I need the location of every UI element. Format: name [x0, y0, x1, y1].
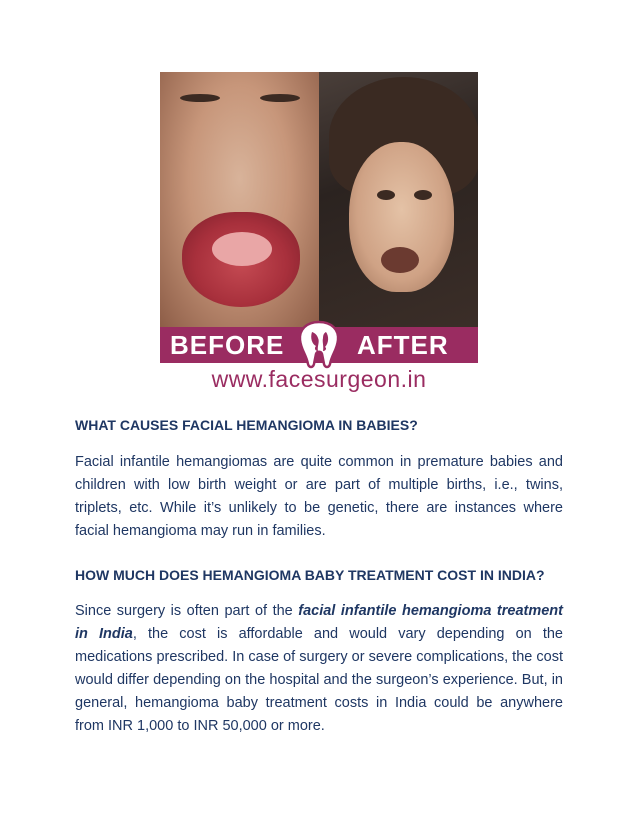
after-label: AFTER	[357, 330, 449, 360]
website-url: www.facesurgeon.in	[211, 366, 427, 392]
child-eye-left	[377, 190, 395, 200]
before-after-image	[160, 72, 478, 394]
before-after-photos	[160, 72, 478, 327]
section-heading-cost: HOW MUCH DOES HEMANGIOMA BABY TREATMENT COST IN INDIA?	[75, 567, 545, 583]
body-text-start: Since surgery is often part of the	[75, 603, 299, 619]
section-body-causes: Facial infantile hemangiomas are quite common in premature babies and children with low birth weight or are part of multiple births, i.e., twins, triplets, etc. While it’s unlikely to be genetic, there are instances where facial hemangioma may run in families.	[75, 454, 563, 539]
child-mouth	[381, 247, 419, 273]
before-label: BEFORE	[170, 330, 285, 360]
tooth-face-logo-icon	[296, 320, 342, 370]
body-text-end: , the cost is affordable and would vary depending on the medications prescribed. In case of surgery or severe complications, the cost would differ depending on the hospital and the surgeon’s experience. But, in general, hemangioma baby treatment costs in India could be anywhere from INR 1,000 to INR 50,000 or more.	[75, 626, 563, 734]
before-photo	[160, 72, 319, 327]
tongue	[212, 232, 272, 266]
emphasized-treatment-phrase: facial infantile hemangioma treatment in India	[75, 603, 563, 642]
after-photo	[319, 72, 478, 327]
section-heading-causes: WHAT CAUSES FACIAL HEMANGIOMA IN BABIES?	[75, 417, 418, 433]
child-eye-right	[414, 190, 432, 200]
closed-eye-left	[180, 94, 220, 102]
section-body-cost	[75, 600, 563, 738]
closed-eye-right	[260, 94, 300, 102]
